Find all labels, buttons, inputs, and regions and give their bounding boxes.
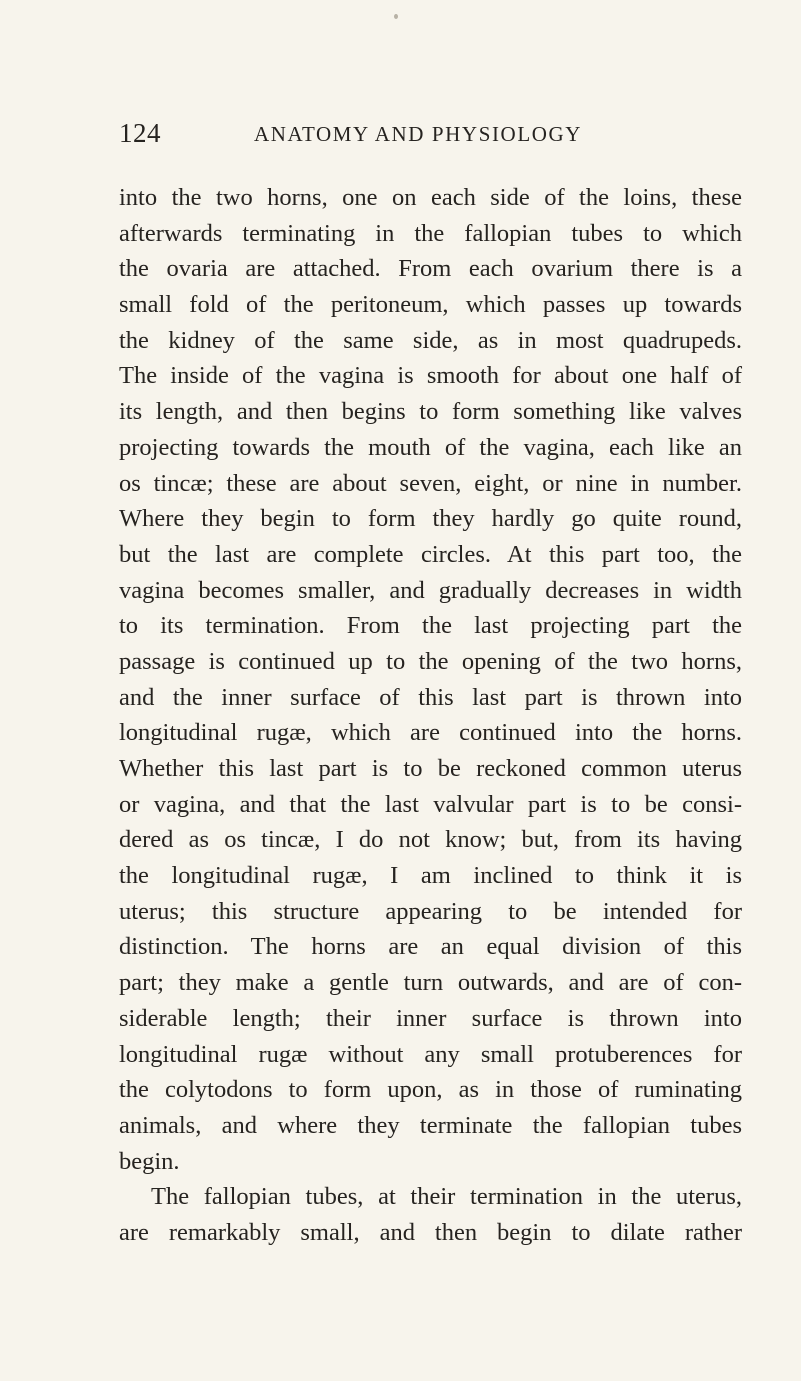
- text-line: the kidney of the same side, as in most quadrupeds.: [119, 326, 742, 354]
- text-line: Where they begin to form they hardly go quite round,: [119, 505, 742, 533]
- text-line: but the last are complete circles. At this part too, the: [119, 540, 742, 568]
- text-line: The inside of the vagina is smooth for about one half of: [119, 362, 742, 390]
- text-line: and the inner surface of this last part is thrown into: [119, 683, 742, 711]
- text-line: projecting towards the mouth of the vagina, each like an: [119, 433, 742, 461]
- text-line: dered as os tincæ, I do not know; but, from its having: [119, 826, 742, 854]
- text-line: the longitudinal rugæ, I am inclined to think it is: [119, 862, 742, 890]
- text-line: uterus; this structure appearing to be intended for: [119, 897, 742, 925]
- paragraph-start-line: The fallopian tubes, at their termination in the uterus,: [151, 1183, 742, 1211]
- text-line: or vagina, and that the last valvular part is to be consi-: [119, 790, 742, 818]
- page-header: [119, 118, 739, 158]
- text-line: the ovaria are attached. From each ovarium there is a: [119, 255, 742, 283]
- text-line: siderable length; their inner surface is thrown into: [119, 1004, 742, 1032]
- text-line: into the two horns, one on each side of the loins, these: [119, 184, 742, 211]
- page-number: 124: [119, 118, 161, 148]
- text-line: its length, and then begins to form something like valves: [119, 398, 742, 426]
- text-line: longitudinal rugæ, which are continued into the horns.: [119, 719, 742, 747]
- text-line: distinction. The horns are an equal division of this: [119, 933, 742, 961]
- text-line: afterwards terminating in the fallopian tubes to which: [119, 219, 742, 247]
- body-text: [119, 180, 742, 1251]
- text-line: longitudinal rugæ without any small protuberences for: [119, 1040, 742, 1068]
- text-line: part; they make a gentle turn outwards, and are of con-: [119, 969, 742, 997]
- paper-speck: [394, 14, 398, 19]
- text-line: are remarkably small, and then begin to dilate rather: [119, 1218, 742, 1246]
- text-line: the colytodons to form upon, as in those of ruminating: [119, 1076, 742, 1104]
- text-line: Whether this last part is to be reckoned common uterus: [119, 755, 742, 782]
- text-line: small fold of the peritoneum, which passes up towards: [119, 291, 742, 319]
- text-line: passage is continued up to the opening of the two horns,: [119, 647, 742, 675]
- text-line: os tincæ; these are about seven, eight, or nine in number.: [119, 469, 742, 497]
- text-line: to its termination. From the last projecting part the: [119, 612, 742, 640]
- text-line: vagina becomes smaller, and gradually decreases in width: [119, 576, 742, 604]
- paragraph-end-line: begin.: [119, 1147, 180, 1175]
- text-line: animals, and where they terminate the fallopian tubes: [119, 1111, 742, 1139]
- running-head: ANATOMY AND PHYSIOLOGY: [254, 122, 583, 146]
